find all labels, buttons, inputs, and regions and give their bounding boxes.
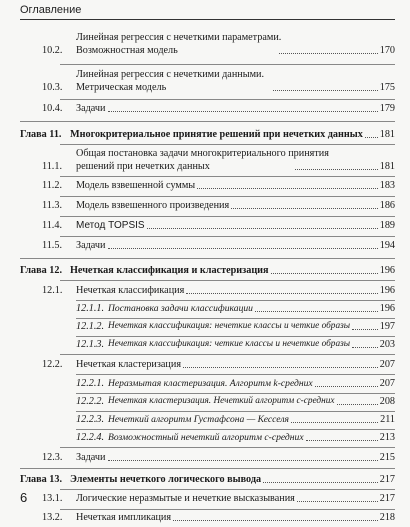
leader-dots (173, 520, 378, 521)
subentry-page: 207 (379, 378, 395, 389)
subentry-title: Нечеткая классификация: нечеткие классы и четкие образы (108, 321, 351, 331)
entry-number: 11.3. (42, 200, 62, 211)
entry-number: 11.1. (42, 161, 62, 172)
entry-title: Задачи (76, 240, 106, 251)
subentry-number: 12.1.2. (76, 321, 105, 332)
entry-number: 10.4. (42, 103, 63, 114)
chapter-divider (20, 258, 395, 259)
entry-number: 10.3. (42, 82, 63, 93)
leader-dots (352, 347, 378, 348)
divider (76, 336, 395, 337)
leader-dots (297, 501, 378, 502)
chapter-number: Глава 11. (20, 129, 62, 140)
entry-number: 11.2. (42, 180, 62, 191)
entry-title-line1: Линейная регрессия с нечеткими данными. (76, 69, 265, 80)
toc-subentry-12-2-4[interactable] (76, 431, 395, 444)
entry-title: Задачи (76, 103, 106, 114)
leader-dots (271, 273, 378, 274)
toc-entry-10-3[interactable] (42, 68, 395, 94)
entry-page: 218 (379, 512, 395, 523)
leader-dots (352, 329, 378, 330)
entry-page: 189 (379, 220, 395, 231)
toc-entry-10-4[interactable] (42, 102, 395, 115)
chapter-divider (20, 121, 395, 122)
subentry-page: 213 (379, 432, 395, 443)
chapter-title: Многокритериальное принятие решений при нечетких данных (70, 129, 363, 140)
chapter-title: Нечеткая классификация и кластеризация (70, 265, 269, 276)
subentry-number: 12.2.4. (76, 432, 105, 443)
running-head: Оглавление (20, 4, 82, 16)
entry-number: 11.5. (42, 240, 62, 251)
subentry-page: 208 (379, 396, 395, 407)
entry-number: 12.3. (42, 452, 63, 463)
subentry-number: 12.2.3. (76, 414, 105, 425)
leader-dots (279, 53, 378, 54)
toc-chapter-13[interactable] (20, 473, 395, 486)
leader-dots (306, 440, 378, 441)
leader-dots (186, 293, 377, 294)
divider (60, 354, 395, 355)
subentry-title: Возможностный нечеткий алгоритм c-средних (108, 432, 304, 443)
entry-title: Модель взвешенной суммы (76, 180, 196, 191)
divider (60, 99, 395, 100)
toc-entry-11-2[interactable] (42, 179, 395, 192)
divider (60, 176, 395, 177)
divider (76, 411, 395, 412)
toc-subentry-12-1-2[interactable] (76, 320, 395, 333)
entry-page: 217 (379, 493, 395, 504)
header-rule (20, 19, 395, 20)
divider (76, 300, 395, 301)
divider (76, 429, 395, 430)
toc-subentry-12-1-1[interactable] (76, 302, 395, 315)
divider (76, 393, 395, 394)
subentry-title: Постановка задачи классификации (108, 303, 253, 314)
subentry-page: 196 (379, 303, 395, 314)
leader-dots (365, 137, 378, 138)
leader-dots (197, 188, 378, 189)
toc-entry-11-5[interactable] (42, 239, 395, 252)
leader-dots (183, 367, 378, 368)
subentry-title: Нечеткая кластеризация. Нечеткий алгоритм c-средних (108, 396, 335, 406)
entry-page: 175 (379, 82, 396, 93)
chapter-number: Глава 13. (20, 474, 63, 485)
leader-dots (255, 311, 378, 312)
subentry-page: 203 (379, 339, 395, 350)
toc-entry-13-1[interactable] (42, 492, 395, 505)
entry-number: 13.2. (42, 512, 63, 523)
divider (76, 318, 395, 319)
subentry-number: 12.2.2. (76, 396, 105, 407)
subentry-title: Нечеткая классификация: четкие классы и нечеткие образы (108, 339, 351, 349)
entry-page: 196 (379, 285, 395, 296)
subentry-title: Неразмытая кластеризация. Алгоритм k-средних (108, 378, 313, 389)
subentry-page: 197 (379, 321, 395, 332)
entry-number: 13.1. (42, 493, 63, 504)
divider (60, 236, 395, 237)
entry-page: 170 (379, 45, 396, 56)
entry-title-line2: Возможностная модель (76, 45, 178, 56)
leader-dots (231, 208, 378, 209)
entry-title-line1: Общая постановка задачи многокритериального принятия (76, 148, 329, 159)
subentry-title: Нечеткий алгоритм Густафсона — Кесселя (108, 414, 289, 425)
divider (60, 144, 395, 145)
toc-subentry-12-2-1[interactable] (76, 377, 395, 390)
toc-entry-11-1[interactable] (42, 147, 395, 173)
divider (60, 509, 395, 510)
toc-entry-10-2[interactable] (42, 31, 395, 57)
page-number: 6 (20, 490, 28, 505)
entry-title-line2: решений при нечетких данных (76, 161, 210, 172)
entry-title-line1: Линейная регрессия с нечеткими параметрами. (76, 32, 282, 43)
entry-page: 207 (379, 359, 395, 370)
entry-title: Нечеткая классификация (76, 285, 185, 296)
entry-page: 181 (379, 161, 395, 172)
chapter-page: 196 (379, 265, 395, 276)
leader-dots (315, 386, 378, 387)
toc-entry-12-1[interactable] (42, 284, 395, 297)
chapter-page: 217 (379, 474, 395, 485)
entry-title: Модель взвешенного произведения (76, 200, 230, 211)
divider (60, 489, 395, 490)
toc-entry-11-4[interactable] (42, 219, 395, 232)
toc-subentry-12-2-3[interactable] (76, 413, 395, 426)
entry-title: Нечеткая кластеризация (76, 359, 182, 370)
entry-number: 12.2. (42, 359, 63, 370)
entry-title: Нечеткая импликация (76, 512, 172, 523)
leader-dots (291, 422, 378, 423)
toc-entry-13-2[interactable] (42, 511, 395, 524)
toc-entry-12-3[interactable] (42, 451, 395, 464)
entry-page: 179 (379, 103, 395, 114)
chapter-divider (20, 468, 395, 469)
subentry-number: 12.1.1. (76, 303, 105, 314)
entry-number: 10.2. (42, 45, 63, 56)
divider (60, 216, 395, 217)
leader-dots (273, 90, 378, 91)
toc-chapter-11[interactable] (20, 128, 395, 141)
leader-dots (108, 248, 378, 249)
divider (60, 64, 395, 65)
divider (60, 447, 395, 448)
toc-chapter-12[interactable] (20, 264, 395, 277)
entry-page: 183 (379, 180, 395, 191)
toc-subentry-12-2-2[interactable] (76, 395, 395, 408)
divider (60, 196, 395, 197)
entry-page: 215 (379, 452, 395, 463)
leader-dots (108, 460, 378, 461)
entry-title-line2: Метрическая модель (76, 82, 167, 93)
entry-title: Метод TOPSIS (76, 220, 145, 231)
chapter-number: Глава 12. (20, 265, 63, 276)
divider (60, 280, 395, 281)
entry-number: 12.1. (42, 285, 63, 296)
toc-entry-12-2[interactable] (42, 358, 395, 371)
toc-entry-11-3[interactable] (42, 199, 395, 212)
subentry-number: 12.2.1. (76, 378, 105, 389)
chapter-title: Элементы нечеткого логического вывода (70, 474, 262, 485)
divider (76, 374, 395, 375)
leader-dots (295, 169, 378, 170)
entry-number: 11.4. (42, 220, 62, 231)
entry-title: Задачи (76, 452, 106, 463)
leader-dots (147, 228, 378, 229)
subentry-page: 211 (380, 414, 395, 425)
leader-dots (337, 404, 378, 405)
toc-subentry-12-1-3[interactable] (76, 338, 395, 351)
leader-dots (263, 482, 378, 483)
leader-dots (108, 111, 378, 112)
entry-page: 186 (379, 200, 395, 211)
entry-title: Логические неразмытые и нечеткие высказывания (76, 493, 295, 504)
chapter-page: 181 (379, 129, 395, 140)
entry-page: 194 (379, 240, 395, 251)
subentry-number: 12.1.3. (76, 339, 105, 350)
